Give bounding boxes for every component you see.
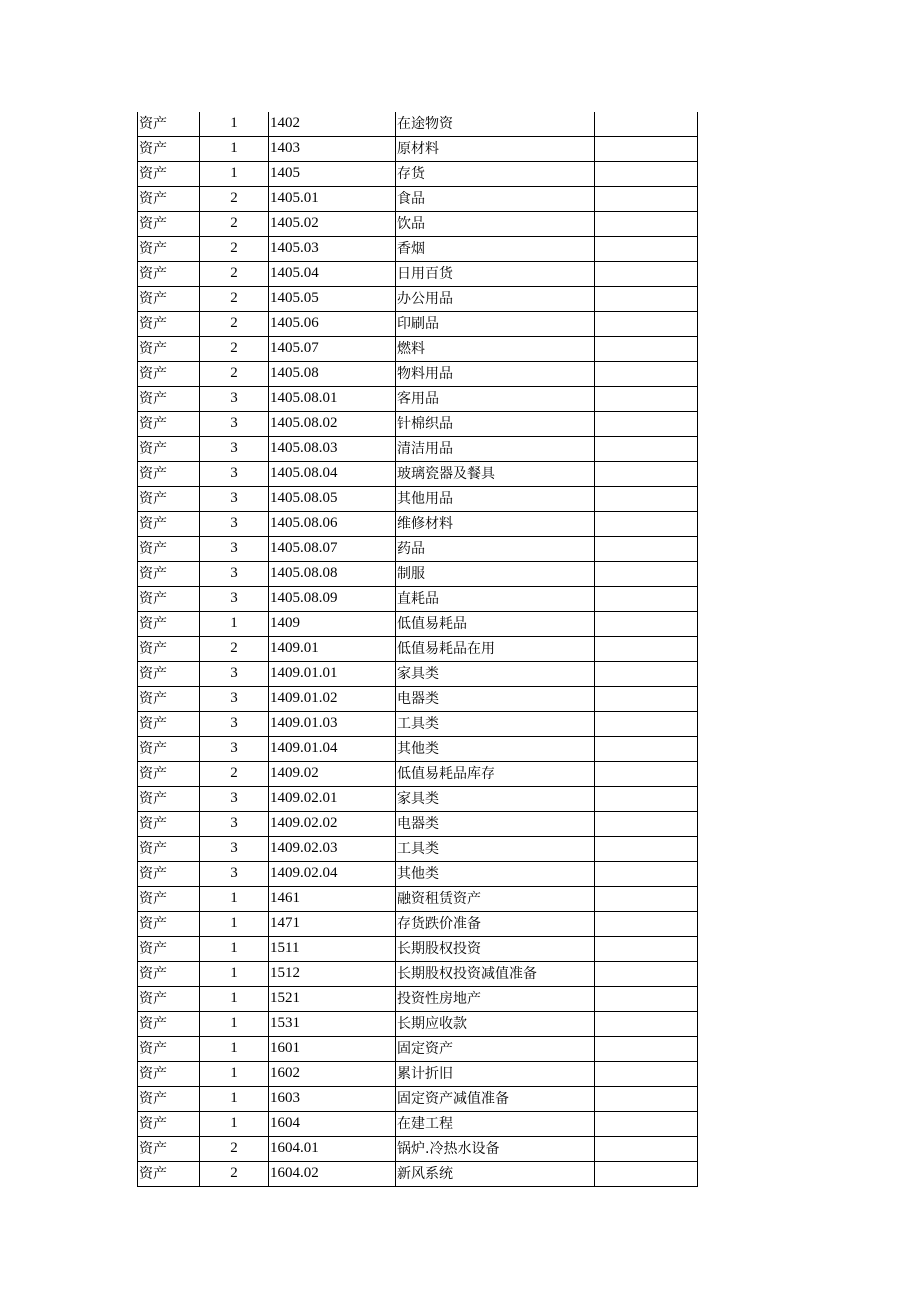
account-type-cell: 资产 (138, 612, 200, 637)
table-row (138, 1112, 698, 1137)
account-level-cell: 1 (200, 987, 269, 1012)
account-level-cell: 2 (200, 262, 269, 287)
account-code-cell: 1405.08.04 (269, 462, 396, 487)
account-extra-cell (595, 862, 698, 887)
account-type-cell: 资产 (138, 537, 200, 562)
account-name-cell: 原材料 (396, 137, 595, 162)
account-level-cell: 2 (200, 362, 269, 387)
table-row (138, 412, 698, 437)
account-extra-cell (595, 312, 698, 337)
account-type-cell: 资产 (138, 587, 200, 612)
account-type-cell: 资产 (138, 962, 200, 987)
account-name-cell: 在建工程 (396, 1112, 595, 1137)
account-level-cell: 3 (200, 537, 269, 562)
account-code-cell: 1405.08 (269, 362, 396, 387)
account-level-cell: 1 (200, 912, 269, 937)
account-type-cell: 资产 (138, 637, 200, 662)
table-row (138, 1037, 698, 1062)
account-name-cell: 其他类 (396, 862, 595, 887)
account-extra-cell (595, 812, 698, 837)
account-name-cell: 低值易耗品在用 (396, 637, 595, 662)
account-extra-cell (595, 612, 698, 637)
account-extra-cell (595, 562, 698, 587)
account-extra-cell (595, 662, 698, 687)
table-row (138, 1012, 698, 1037)
account-name-cell: 锅炉.冷热水设备 (396, 1137, 595, 1162)
account-name-cell: 香烟 (396, 237, 595, 262)
table-row (138, 687, 698, 712)
account-type-cell: 资产 (138, 1137, 200, 1162)
account-type-cell: 资产 (138, 187, 200, 212)
account-extra-cell (595, 937, 698, 962)
table-row (138, 737, 698, 762)
account-type-cell: 资产 (138, 762, 200, 787)
account-code-cell: 1409.01.04 (269, 737, 396, 762)
account-code-cell: 1602 (269, 1062, 396, 1087)
account-type-cell: 资产 (138, 912, 200, 937)
account-level-cell: 3 (200, 387, 269, 412)
account-code-cell: 1405 (269, 162, 396, 187)
account-extra-cell (595, 387, 698, 412)
table-row (138, 537, 698, 562)
account-type-cell: 资产 (138, 712, 200, 737)
account-extra-cell (595, 137, 698, 162)
account-code-cell: 1405.08.07 (269, 537, 396, 562)
account-level-cell: 3 (200, 812, 269, 837)
account-code-cell: 1409.01 (269, 637, 396, 662)
account-code-cell: 1405.03 (269, 237, 396, 262)
account-extra-cell (595, 487, 698, 512)
table-row (138, 662, 698, 687)
account-name-cell: 投资性房地产 (396, 987, 595, 1012)
account-code-cell: 1405.07 (269, 337, 396, 362)
account-type-cell: 资产 (138, 112, 200, 137)
account-type-cell: 资产 (138, 1112, 200, 1137)
table-row (138, 112, 698, 137)
account-level-cell: 3 (200, 412, 269, 437)
account-level-cell: 3 (200, 437, 269, 462)
table-row (138, 287, 698, 312)
account-name-cell: 长期股权投资减值准备 (396, 962, 595, 987)
account-code-cell: 1512 (269, 962, 396, 987)
account-name-cell: 固定资产 (396, 1037, 595, 1062)
account-code-cell: 1409 (269, 612, 396, 637)
account-type-cell: 资产 (138, 237, 200, 262)
account-name-cell: 工具类 (396, 837, 595, 862)
account-name-cell: 存货 (396, 162, 595, 187)
table-row (138, 912, 698, 937)
account-type-cell: 资产 (138, 562, 200, 587)
account-name-cell: 家具类 (396, 662, 595, 687)
account-level-cell: 2 (200, 187, 269, 212)
table-row (138, 762, 698, 787)
account-level-cell: 3 (200, 512, 269, 537)
table-row (138, 512, 698, 537)
account-type-cell: 资产 (138, 662, 200, 687)
table-row (138, 1162, 698, 1187)
account-code-cell: 1403 (269, 137, 396, 162)
account-extra-cell (595, 262, 698, 287)
table-row (138, 487, 698, 512)
account-name-cell: 客用品 (396, 387, 595, 412)
account-type-cell: 资产 (138, 1012, 200, 1037)
table-row (138, 587, 698, 612)
account-name-cell: 低值易耗品 (396, 612, 595, 637)
account-name-cell: 办公用品 (396, 287, 595, 312)
account-extra-cell (595, 337, 698, 362)
account-type-cell: 资产 (138, 287, 200, 312)
account-code-cell: 1405.01 (269, 187, 396, 212)
table-row (138, 1087, 698, 1112)
account-level-cell: 2 (200, 637, 269, 662)
account-extra-cell (595, 287, 698, 312)
table-row (138, 787, 698, 812)
account-name-cell: 直耗品 (396, 587, 595, 612)
account-code-cell: 1405.04 (269, 262, 396, 287)
account-level-cell: 1 (200, 937, 269, 962)
account-name-cell: 在途物资 (396, 112, 595, 137)
account-extra-cell (595, 962, 698, 987)
account-code-cell: 1402 (269, 112, 396, 137)
table-row (138, 237, 698, 262)
account-extra-cell (595, 537, 698, 562)
account-extra-cell (595, 837, 698, 862)
table-row (138, 362, 698, 387)
account-code-cell: 1604 (269, 1112, 396, 1137)
table-row (138, 1062, 698, 1087)
account-level-cell: 3 (200, 662, 269, 687)
account-level-cell: 3 (200, 462, 269, 487)
account-type-cell: 资产 (138, 1062, 200, 1087)
account-code-cell: 1405.08.08 (269, 562, 396, 587)
account-level-cell: 2 (200, 287, 269, 312)
account-code-cell: 1409.02.01 (269, 787, 396, 812)
account-type-cell: 资产 (138, 337, 200, 362)
account-type-cell: 资产 (138, 737, 200, 762)
table-row (138, 262, 698, 287)
account-name-cell: 物料用品 (396, 362, 595, 387)
account-code-cell: 1601 (269, 1037, 396, 1062)
table-row (138, 437, 698, 462)
account-code-cell: 1405.02 (269, 212, 396, 237)
table-row (138, 987, 698, 1012)
account-code-cell: 1409.01.03 (269, 712, 396, 737)
account-type-cell: 资产 (138, 462, 200, 487)
table-row (138, 812, 698, 837)
table-row (138, 187, 698, 212)
account-level-cell: 3 (200, 787, 269, 812)
account-code-cell: 1511 (269, 937, 396, 962)
account-extra-cell (595, 787, 698, 812)
account-name-cell: 存货跌价准备 (396, 912, 595, 937)
account-extra-cell (595, 1062, 698, 1087)
account-code-cell: 1471 (269, 912, 396, 937)
table-row (138, 937, 698, 962)
account-code-cell: 1531 (269, 1012, 396, 1037)
account-code-cell: 1521 (269, 987, 396, 1012)
account-type-cell: 资产 (138, 812, 200, 837)
account-code-cell: 1604.01 (269, 1137, 396, 1162)
account-code-cell: 1405.05 (269, 287, 396, 312)
account-level-cell: 2 (200, 312, 269, 337)
account-level-cell: 1 (200, 1012, 269, 1037)
account-code-cell: 1405.08.01 (269, 387, 396, 412)
account-extra-cell (595, 237, 698, 262)
table-row (138, 462, 698, 487)
account-name-cell: 清洁用品 (396, 437, 595, 462)
account-table (137, 112, 698, 1187)
account-name-cell: 饮品 (396, 212, 595, 237)
account-name-cell: 食品 (396, 187, 595, 212)
table-row (138, 637, 698, 662)
account-type-cell: 资产 (138, 212, 200, 237)
account-extra-cell (595, 637, 698, 662)
account-extra-cell (595, 412, 698, 437)
account-name-cell: 玻璃瓷器及餐具 (396, 462, 595, 487)
account-name-cell: 药品 (396, 537, 595, 562)
account-level-cell: 3 (200, 687, 269, 712)
account-name-cell: 新风系统 (396, 1162, 595, 1187)
table-row (138, 887, 698, 912)
account-extra-cell (595, 112, 698, 137)
account-extra-cell (595, 762, 698, 787)
account-extra-cell (595, 1012, 698, 1037)
account-extra-cell (595, 987, 698, 1012)
account-code-cell: 1409.02.02 (269, 812, 396, 837)
account-level-cell: 2 (200, 237, 269, 262)
account-type-cell: 资产 (138, 1162, 200, 1187)
account-level-cell: 1 (200, 1037, 269, 1062)
account-extra-cell (595, 162, 698, 187)
table-row (138, 712, 698, 737)
account-extra-cell (595, 587, 698, 612)
account-level-cell: 1 (200, 112, 269, 137)
account-level-cell: 3 (200, 562, 269, 587)
account-code-cell: 1409.02.04 (269, 862, 396, 887)
account-code-cell: 1461 (269, 887, 396, 912)
account-type-cell: 资产 (138, 137, 200, 162)
table-row (138, 162, 698, 187)
table-row (138, 387, 698, 412)
account-type-cell: 资产 (138, 437, 200, 462)
account-name-cell: 融资租赁资产 (396, 887, 595, 912)
account-level-cell: 3 (200, 487, 269, 512)
account-extra-cell (595, 512, 698, 537)
account-level-cell: 3 (200, 862, 269, 887)
account-level-cell: 1 (200, 887, 269, 912)
account-extra-cell (595, 887, 698, 912)
account-type-cell: 资产 (138, 487, 200, 512)
table-row (138, 312, 698, 337)
table-row (138, 137, 698, 162)
account-extra-cell (595, 1162, 698, 1187)
account-type-cell: 资产 (138, 162, 200, 187)
account-level-cell: 2 (200, 337, 269, 362)
account-extra-cell (595, 737, 698, 762)
account-type-cell: 资产 (138, 787, 200, 812)
account-type-cell: 资产 (138, 862, 200, 887)
account-name-cell: 针棉织品 (396, 412, 595, 437)
table-row (138, 612, 698, 637)
account-name-cell: 制服 (396, 562, 595, 587)
account-name-cell: 其他用品 (396, 487, 595, 512)
account-name-cell: 电器类 (396, 687, 595, 712)
account-name-cell: 低值易耗品库存 (396, 762, 595, 787)
account-type-cell: 资产 (138, 1037, 200, 1062)
account-name-cell: 累计折旧 (396, 1062, 595, 1087)
account-code-cell: 1409.02.03 (269, 837, 396, 862)
account-level-cell: 1 (200, 962, 269, 987)
table-row (138, 337, 698, 362)
account-code-cell: 1405.08.06 (269, 512, 396, 537)
account-type-cell: 资产 (138, 887, 200, 912)
table-row (138, 1137, 698, 1162)
table-row (138, 862, 698, 887)
account-extra-cell (595, 1037, 698, 1062)
account-name-cell: 印刷品 (396, 312, 595, 337)
account-level-cell: 1 (200, 1087, 269, 1112)
account-level-cell: 3 (200, 837, 269, 862)
account-code-cell: 1409.01.02 (269, 687, 396, 712)
account-code-cell: 1405.08.02 (269, 412, 396, 437)
account-name-cell: 其他类 (396, 737, 595, 762)
account-extra-cell (595, 1112, 698, 1137)
account-type-cell: 资产 (138, 687, 200, 712)
account-code-cell: 1409.01.01 (269, 662, 396, 687)
account-extra-cell (595, 1137, 698, 1162)
account-type-cell: 资产 (138, 512, 200, 537)
account-level-cell: 1 (200, 1112, 269, 1137)
table-row (138, 562, 698, 587)
account-type-cell: 资产 (138, 1087, 200, 1112)
account-name-cell: 长期股权投资 (396, 937, 595, 962)
account-extra-cell (595, 712, 698, 737)
account-code-cell: 1604.02 (269, 1162, 396, 1187)
account-name-cell: 工具类 (396, 712, 595, 737)
table-row (138, 212, 698, 237)
account-type-cell: 资产 (138, 387, 200, 412)
account-name-cell: 燃料 (396, 337, 595, 362)
account-level-cell: 3 (200, 587, 269, 612)
account-level-cell: 1 (200, 1062, 269, 1087)
account-level-cell: 2 (200, 1137, 269, 1162)
account-extra-cell (595, 362, 698, 387)
account-type-cell: 资产 (138, 937, 200, 962)
account-extra-cell (595, 462, 698, 487)
account-extra-cell (595, 187, 698, 212)
table-row (138, 962, 698, 987)
account-level-cell: 3 (200, 712, 269, 737)
account-extra-cell (595, 1087, 698, 1112)
account-extra-cell (595, 212, 698, 237)
account-level-cell: 1 (200, 612, 269, 637)
account-type-cell: 资产 (138, 312, 200, 337)
account-type-cell: 资产 (138, 362, 200, 387)
account-level-cell: 2 (200, 212, 269, 237)
account-level-cell: 2 (200, 762, 269, 787)
account-code-cell: 1405.08.03 (269, 437, 396, 462)
account-level-cell: 3 (200, 737, 269, 762)
account-level-cell: 2 (200, 1162, 269, 1187)
account-type-cell: 资产 (138, 837, 200, 862)
account-type-cell: 资产 (138, 262, 200, 287)
account-type-cell: 资产 (138, 412, 200, 437)
account-name-cell: 日用百货 (396, 262, 595, 287)
account-code-cell: 1405.08.09 (269, 587, 396, 612)
account-type-cell: 资产 (138, 987, 200, 1012)
account-name-cell: 家具类 (396, 787, 595, 812)
account-extra-cell (595, 687, 698, 712)
account-code-cell: 1409.02 (269, 762, 396, 787)
account-name-cell: 维修材料 (396, 512, 595, 537)
account-code-cell: 1405.08.05 (269, 487, 396, 512)
account-name-cell: 固定资产减值准备 (396, 1087, 595, 1112)
table-row (138, 837, 698, 862)
account-level-cell: 1 (200, 162, 269, 187)
account-extra-cell (595, 437, 698, 462)
account-table-body (138, 112, 698, 1187)
account-name-cell: 电器类 (396, 812, 595, 837)
account-code-cell: 1405.06 (269, 312, 396, 337)
account-extra-cell (595, 912, 698, 937)
account-level-cell: 1 (200, 137, 269, 162)
account-code-cell: 1603 (269, 1087, 396, 1112)
account-name-cell: 长期应收款 (396, 1012, 595, 1037)
